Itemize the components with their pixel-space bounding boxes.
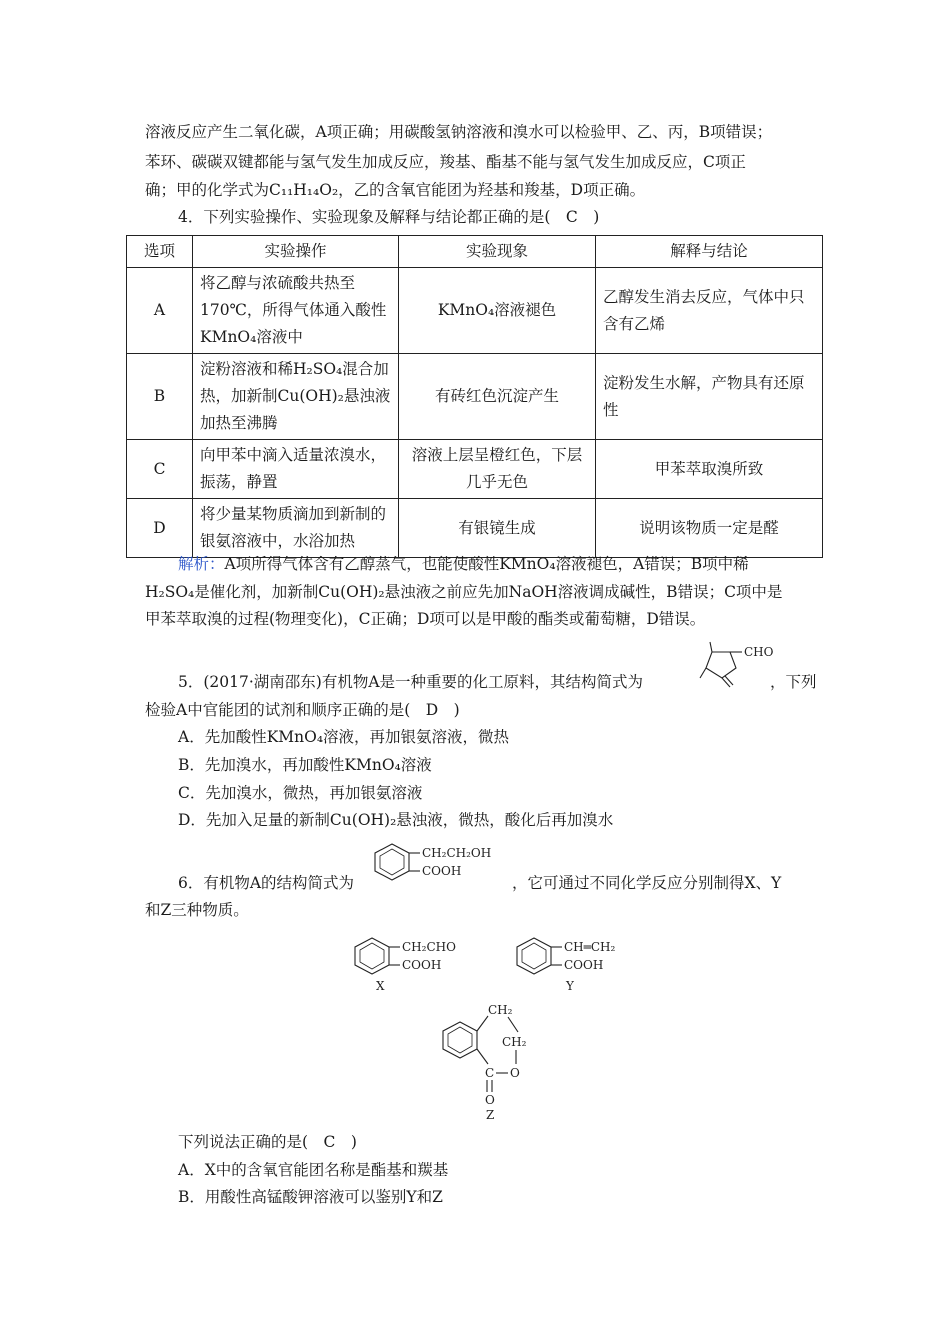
- conclusion-cell: 甲苯萃取溴所致: [596, 440, 823, 499]
- analysis-line: [178, 550, 846, 579]
- substituent-1: CH₂CHO: [402, 940, 456, 954]
- molecule-y-structure: [514, 934, 644, 994]
- phenomenon-cell: 溶液上层呈橙红色，下层几乎无色: [399, 440, 596, 499]
- operation-cell: 淀粉溶液和稀H₂SO₄混合加热，加新制Cu(OH)₂悬浊液加热至沸腾: [193, 354, 399, 440]
- substituent-1: CH═CH₂: [564, 940, 616, 954]
- option-line: C．先加溴水，微热，再加银氨溶液: [178, 784, 423, 802]
- conclusion-cell: 说明该物质一定是醛: [596, 499, 823, 558]
- question-6-stem-b: ，它可通过不同化学反应分别制得X、Y: [512, 874, 782, 892]
- substituent-2: COOH: [564, 958, 604, 972]
- question-5-stem-c: 检验A中官能团的试剂和顺序正确的是( D ): [145, 701, 460, 719]
- phenomenon-cell: KMnO₄溶液褪色: [399, 268, 596, 354]
- option-line: A．X中的含氧官能团名称是酯基和羰基: [178, 1161, 449, 1179]
- table-row: [127, 440, 823, 499]
- analysis-line: 甲苯萃取溴的过程(物理变化)，C正确；D项可以是甲酸的酯类或葡萄糖，D错误。: [145, 610, 706, 628]
- molecule-a-structure: [700, 638, 774, 690]
- table-header-row: [127, 236, 823, 268]
- option-line: A．先加酸性KMnO₄溶液，再加银氨溶液，微热: [178, 728, 510, 746]
- header-cell: 选项: [127, 236, 193, 268]
- question-5-stem-a: 5．(2017·湖南邵东)有机物A是一种重要的化工原料，其结构简式为: [178, 673, 644, 691]
- conclusion-cell: 淀粉发生水解，产物具有还原性: [596, 354, 823, 440]
- question-6-stem-a: 6．有机物A的结构简式为: [178, 874, 355, 892]
- table-row: [127, 499, 823, 558]
- text-line: 确；甲的化学式为C₁₁H₁₄O₂，乙的含氧官能团为羟基和羧基，D项正确。: [145, 181, 646, 199]
- option-line: B．先加溴水，再加酸性KMnO₄溶液: [178, 756, 432, 774]
- table-row: [127, 268, 823, 354]
- molecule-z-structure: [432, 1000, 562, 1122]
- mol-label: CHO: [744, 645, 774, 659]
- molecule-label: Z: [486, 1108, 495, 1122]
- molecule-a6-structure: [372, 840, 512, 888]
- text-line: 溶液反应产生二氧化碳，A项正确；用碳酸氢钠溶液和溴水可以检验甲、乙、丙，B项错误；: [145, 123, 773, 141]
- analysis-line: H₂SO₄是催化剂，加新制Cu(OH)₂悬浊液之前应先加NaOH溶液调成碱性，B错误；C项中是: [145, 583, 783, 601]
- table-row: [127, 354, 823, 440]
- option-line: B．用酸性高锰酸钾溶液可以鉴别Y和Z: [178, 1188, 443, 1206]
- phenomenon-cell: 有砖红色沉淀产生: [399, 354, 596, 440]
- molecule-label: X: [376, 979, 385, 993]
- text-line: 苯环、碳碳双键都能与氢气发生加成反应，羧基、酯基不能与氢气发生加成反应，C项正: [145, 153, 746, 171]
- substituent-1: CH₂CH₂OH: [422, 846, 492, 860]
- oxygen-atom: O: [485, 1093, 495, 1107]
- experiment-table: [126, 235, 823, 558]
- option-cell: D: [127, 499, 193, 558]
- ch2-group: CH₂: [488, 1003, 513, 1017]
- header-cell: 实验操作: [193, 236, 399, 268]
- molecule-label: Y: [566, 979, 574, 993]
- ch2-group: CH₂: [502, 1035, 527, 1049]
- option-cell: B: [127, 354, 193, 440]
- molecule-x-structure: [352, 934, 482, 994]
- operation-cell: 将乙醇与浓硫酸共热至170℃，所得气体通入酸性KMnO₄溶液中: [193, 268, 399, 354]
- operation-cell: 将少量某物质滴加到新制的银氨溶液中，水浴加热: [193, 499, 399, 558]
- oxygen-atom: O: [510, 1066, 520, 1080]
- question-6-stem-c: 和Z三种物质。: [145, 901, 249, 919]
- conclusion-cell: 乙醇发生消去反应，气体中只含有乙烯: [596, 268, 823, 354]
- question-5-stem-b: ，下列: [770, 673, 817, 691]
- carbon-atom: C: [485, 1066, 495, 1080]
- substituent-2: COOH: [402, 958, 442, 972]
- option-cell: C: [127, 440, 193, 499]
- substituent-2: COOH: [422, 864, 462, 878]
- header-cell: 实验现象: [399, 236, 596, 268]
- analysis-label: 解析：: [178, 555, 225, 573]
- question-6-sub-stem: 下列说法正确的是( C ): [178, 1133, 357, 1151]
- option-cell: A: [127, 268, 193, 354]
- header-cell: 解释与结论: [596, 236, 823, 268]
- phenomenon-cell: 有银镜生成: [399, 499, 596, 558]
- operation-cell: 向甲苯中滴入适量浓溴水，振荡，静置: [193, 440, 399, 499]
- question-4-stem: 4．下列实验操作、实验现象及解释与结论都正确的是( C ): [178, 208, 600, 226]
- analysis-text: A项所得气体含有乙醇蒸气，也能使酸性KMnO₄溶液褪色，A错误；B项中稀: [224, 555, 749, 573]
- option-line: D．先加入足量的新制Cu(OH)₂悬浊液，微热，酸化后再加溴水: [178, 811, 614, 829]
